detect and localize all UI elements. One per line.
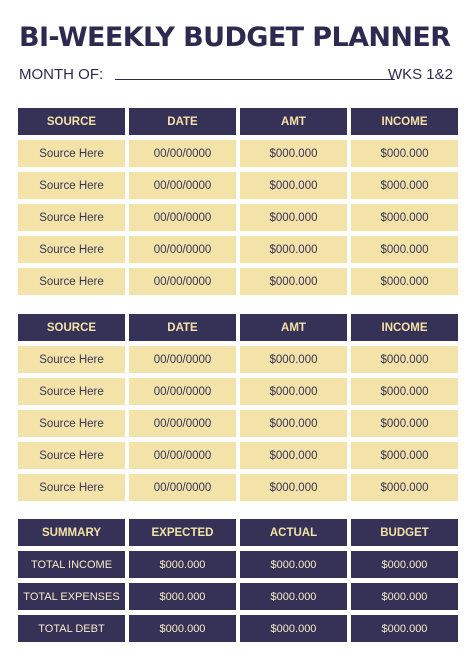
amt-cell[interactable]: $000.000	[240, 346, 347, 373]
table-header	[18, 108, 458, 135]
date-cell[interactable]: 00/00/0000	[129, 378, 236, 405]
page-title: BI-WEEKLY BUDGET PLANNER	[19, 22, 451, 53]
date-cell[interactable]: 00/00/0000	[129, 140, 236, 167]
source-cell[interactable]: Source Here	[18, 346, 125, 373]
date-cell[interactable]: 00/00/0000	[129, 410, 236, 437]
income-cell[interactable]: $000.000	[351, 140, 458, 167]
table-row	[18, 204, 458, 231]
date-cell[interactable]: 00/00/0000	[129, 236, 236, 263]
source-cell[interactable]: Source Here	[18, 410, 125, 437]
amt-cell[interactable]: $000.000	[240, 140, 347, 167]
summary-label: TOTAL DEBT	[18, 615, 125, 642]
header-budget: BUDGET	[351, 519, 458, 546]
actual-cell[interactable]: $000.000	[240, 583, 347, 610]
table-row	[18, 410, 458, 437]
header-amt: AMT	[240, 314, 347, 341]
source-cell[interactable]: Source Here	[18, 474, 125, 501]
table-header	[18, 314, 458, 341]
month-label: MONTH OF:	[19, 66, 104, 83]
summary-row	[18, 583, 458, 610]
amt-cell[interactable]: $000.000	[240, 474, 347, 501]
header-amt: AMT	[240, 108, 347, 135]
header-date: DATE	[129, 108, 236, 135]
source-cell[interactable]: Source Here	[18, 140, 125, 167]
summary-body	[18, 551, 458, 642]
table-row	[18, 140, 458, 167]
summary-table	[18, 519, 458, 647]
header-income: INCOME	[351, 314, 458, 341]
amt-cell[interactable]: $000.000	[240, 268, 347, 295]
source-cell[interactable]: Source Here	[18, 172, 125, 199]
expected-cell[interactable]: $000.000	[129, 583, 236, 610]
amt-cell[interactable]: $000.000	[240, 442, 347, 469]
header-summary: SUMMARY	[18, 519, 125, 546]
month-row	[19, 66, 453, 88]
date-cell[interactable]: 00/00/0000	[129, 172, 236, 199]
date-cell[interactable]: 00/00/0000	[129, 346, 236, 373]
expected-cell[interactable]: $000.000	[129, 551, 236, 578]
table-body	[18, 140, 458, 295]
income-cell[interactable]: $000.000	[351, 236, 458, 263]
table-row	[18, 442, 458, 469]
header-income: INCOME	[351, 108, 458, 135]
summary-row	[18, 551, 458, 578]
month-input-line[interactable]	[115, 79, 395, 80]
income-table-1	[18, 108, 458, 300]
income-table-2	[18, 314, 458, 506]
income-cell[interactable]: $000.000	[351, 378, 458, 405]
table-header	[18, 519, 458, 546]
summary-label: TOTAL EXPENSES	[18, 583, 125, 610]
amt-cell[interactable]: $000.000	[240, 172, 347, 199]
source-cell[interactable]: Source Here	[18, 204, 125, 231]
income-cell[interactable]: $000.000	[351, 268, 458, 295]
summary-row	[18, 615, 458, 642]
budget-cell[interactable]: $000.000	[351, 583, 458, 610]
table-row	[18, 346, 458, 373]
source-cell[interactable]: Source Here	[18, 442, 125, 469]
header-date: DATE	[129, 314, 236, 341]
date-cell[interactable]: 00/00/0000	[129, 204, 236, 231]
table-row	[18, 268, 458, 295]
weeks-label: WKS 1&2	[387, 66, 453, 83]
income-cell[interactable]: $000.000	[351, 346, 458, 373]
summary-label: TOTAL INCOME	[18, 551, 125, 578]
income-cell[interactable]: $000.000	[351, 474, 458, 501]
table-row	[18, 236, 458, 263]
header-expected: EXPECTED	[129, 519, 236, 546]
actual-cell[interactable]: $000.000	[240, 551, 347, 578]
date-cell[interactable]: 00/00/0000	[129, 442, 236, 469]
header-actual: ACTUAL	[240, 519, 347, 546]
source-cell[interactable]: Source Here	[18, 236, 125, 263]
amt-cell[interactable]: $000.000	[240, 204, 347, 231]
table-row	[18, 474, 458, 501]
header-source: SOURCE	[18, 314, 125, 341]
source-cell[interactable]: Source Here	[18, 378, 125, 405]
expected-cell[interactable]: $000.000	[129, 615, 236, 642]
budget-cell[interactable]: $000.000	[351, 551, 458, 578]
date-cell[interactable]: 00/00/0000	[129, 474, 236, 501]
income-cell[interactable]: $000.000	[351, 410, 458, 437]
date-cell[interactable]: 00/00/0000	[129, 268, 236, 295]
source-cell[interactable]: Source Here	[18, 268, 125, 295]
income-cell[interactable]: $000.000	[351, 204, 458, 231]
income-cell[interactable]: $000.000	[351, 172, 458, 199]
header-source: SOURCE	[18, 108, 125, 135]
amt-cell[interactable]: $000.000	[240, 236, 347, 263]
amt-cell[interactable]: $000.000	[240, 410, 347, 437]
table-row	[18, 172, 458, 199]
table-body	[18, 346, 458, 501]
income-cell[interactable]: $000.000	[351, 442, 458, 469]
actual-cell[interactable]: $000.000	[240, 615, 347, 642]
amt-cell[interactable]: $000.000	[240, 378, 347, 405]
budget-cell[interactable]: $000.000	[351, 615, 458, 642]
table-row	[18, 378, 458, 405]
